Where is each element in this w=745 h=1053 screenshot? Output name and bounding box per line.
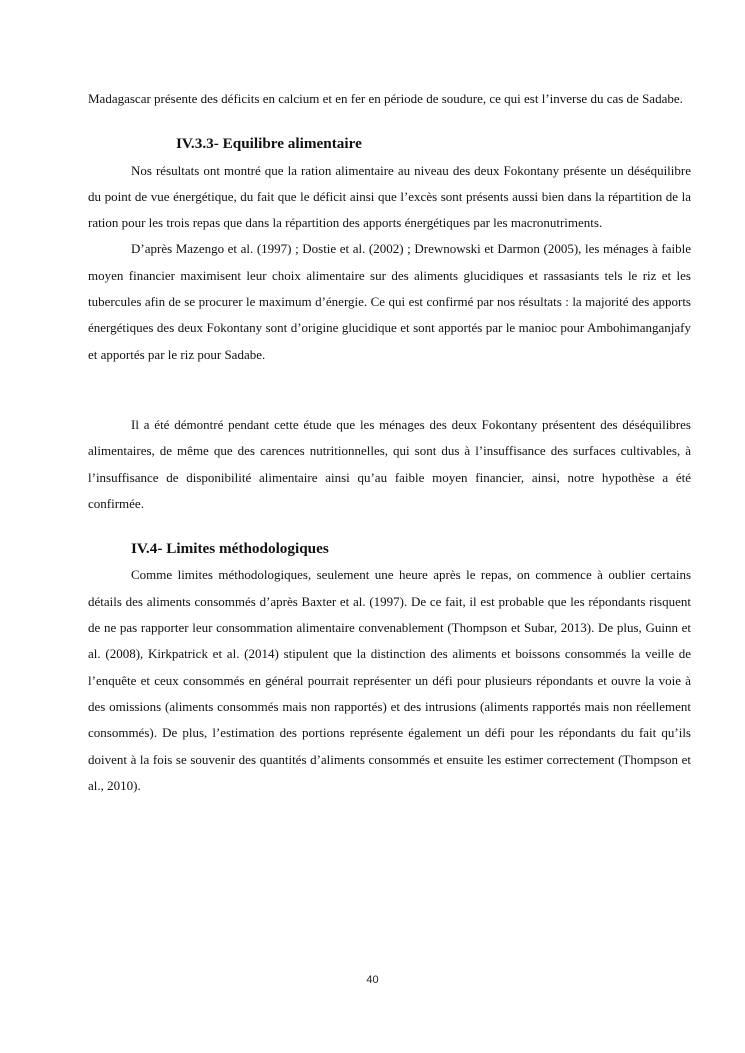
equilibre-paragraph-2: D’après Mazengo et al. (1997) ; Dostie et al. (2002) ; Drewnowski et Darmon (2005), les ménages à faible moyen financier maximisent leur choix alimentaire sur des aliments glucidiques et rassasiants tels le riz et les tubercules afin de se procurer le maximum d’énergie. Ce qui est confirmé par nos résultats : la majorité des apports énergétiques des deux Fokontany sont d’origine glucidique et sont apportés par le manioc pour Ambohimanganjafy et apportés par le riz pour Sadabe. bbox=[88, 241, 691, 362]
spacer bbox=[88, 368, 691, 412]
page-number: 40 bbox=[366, 974, 379, 986]
intro-paragraph: Madagascar présente des déficits en calcium et en fer en période de soudure, ce qui est l’inverse du cas de Sadabe. bbox=[88, 91, 683, 106]
conclusion-paragraph: Il a été démontré pendant cette étude que les ménages des deux Fokontany présentent des déséquilibres alimentaires, de même que des carences nutritionnelles, qui sont dus à l’insuffisance des surfaces cultivables, à l’insuffisance de disponibilité alimentaire ainsi qu’au faible moyen financier, ainsi, notre hypothèse a été confirmée. bbox=[88, 416, 691, 511]
page-body bbox=[88, 86, 691, 799]
spacer bbox=[88, 112, 691, 131]
spacer bbox=[88, 517, 691, 536]
equilibre-paragraph-1: Nos résultats ont montré que la ration alimentaire au niveau des deux Fokontany présente un déséquilibre du point de vue énergétique, du fait que le déficit ainsi que l’excès sont présents aussi bien dans la répartition de la ration pour les trois repas que dans la répartition des apports énergétiques par les macronutriments. bbox=[88, 162, 691, 231]
section-heading-limites: IV.4- Limites méthodologiques bbox=[131, 540, 329, 558]
section-heading-equilibre: IV.3.3- Equilibre alimentaire bbox=[176, 135, 362, 153]
limites-paragraph: Comme limites méthodologiques, seulement une heure après le repas, on commence à oublier certains détails des aliments consommés d’après Baxter et al. (1997). De ce fait, il est probable que les répondants risquent de ne pas rapporter leur consommation alimentaire convenablement (Thompson et Subar, 2013). De plus, Guinn et al. (2008), Kirkpatrick et al. (2014) stipulent que la distinction des aliments et boissons consommés la veille de l’enquête et ceux consommés en général pourrait représenter un défi pour plusieurs répondants et ouvre la voie à des omissions (aliments consommés mais non rapportés) et des intrusions (aliments rapportés mais non réellement consommés). De plus, l’estimation des portions représente également un défi pour les répondants du fait qu’ils doivent à la fois se souvenir des quantités d’aliments consommés et ensuite les estimer correctement (Thompson et al., 2010). bbox=[88, 567, 691, 793]
